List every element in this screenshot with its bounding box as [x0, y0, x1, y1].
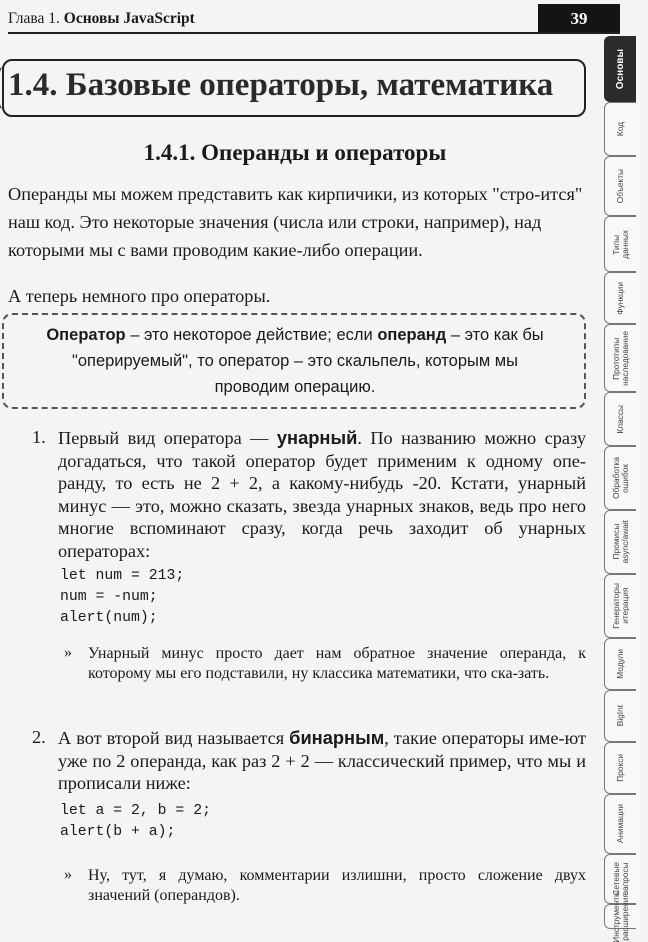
side-tab-generators[interactable]	[604, 574, 636, 638]
list-item-2-bold: бинарным	[289, 727, 385, 748]
side-tab-prototypes[interactable]	[604, 324, 636, 392]
side-tab-label: Прототипы наследование	[610, 330, 630, 386]
side-tab-label: Генераторы итерация	[610, 583, 630, 629]
side-tab-label: Классы	[615, 404, 625, 434]
list-item-1-bold: унарный	[276, 427, 358, 448]
side-tab-label: Функции	[615, 281, 625, 315]
note-2: Ну, тут, я думаю, комментарии излишни, просто сложение двух значений (операндов).	[88, 867, 586, 904]
side-tab-kod[interactable]	[604, 102, 636, 156]
side-tab-label: Инструменты расширения	[610, 890, 630, 942]
list-item-2-text-before: А вот второй вид называется	[58, 728, 290, 748]
definition-part2: – это как бы "оперируемый", то оператор – это скальпель, которым мы проводим операцию.	[71, 326, 544, 396]
side-tab-promises[interactable]	[604, 510, 636, 574]
operators-paragraph: А теперь немного про операторы.	[8, 286, 271, 306]
side-tab-label: Обработка ошибок	[610, 457, 630, 499]
side-tab-functions[interactable]	[604, 272, 636, 324]
term-operand: операнд	[377, 326, 447, 344]
list-number-1: 1.	[32, 427, 46, 447]
side-tab-label: Код	[615, 121, 625, 137]
list-item-1-text-before: Первый вид оператора —	[58, 428, 277, 448]
code-block-2: let a = 2, b = 2; alert(b + a);	[60, 803, 211, 840]
side-tab-label: Объекты	[615, 168, 625, 204]
code-block-1: let num = 213; num = -num; alert(num);	[60, 568, 185, 626]
side-tab-animations[interactable]	[604, 794, 636, 854]
list-item-2	[58, 727, 586, 795]
side-tab-osnovy[interactable]	[604, 36, 636, 102]
list-item-1	[58, 427, 586, 562]
chapter-prefix: Глава 1.	[8, 10, 60, 27]
header-rule	[8, 32, 620, 34]
side-tab-errors[interactable]	[604, 446, 636, 510]
side-tab-classes[interactable]	[604, 392, 636, 446]
list-item-2-text-after: , такие операторы име-ют уже по 2 операнда, как раз 2 + 2 — классический пример, что мы и прописали ниже:	[58, 728, 586, 793]
side-tab-label: Сетевые запросы	[610, 862, 630, 896]
side-tab-label: Анимации	[615, 804, 625, 844]
side-tab-label: Модули	[615, 649, 625, 679]
side-tab-label: Типы данных	[610, 229, 630, 259]
chapter-title: Основы JavaScript	[63, 10, 195, 27]
side-tab-proxy[interactable]	[604, 742, 636, 794]
side-tab-bigint[interactable]	[604, 690, 636, 742]
chapter-header	[8, 10, 195, 28]
side-tab-data-types[interactable]	[604, 216, 636, 272]
side-tab-strip	[604, 36, 640, 942]
list-item-1-text-after: . По названию можно сразу догадаться, что такой оператор будет применим к одному опе-ранду, то есть не 2 + 2, а какому-нибудь -20. Кстати, унарный минус — это, можно сказать, звезда унарных знаков, ведь про него многие вспоминают сразу, когда речь заходит об унарных операторах:	[58, 428, 586, 561]
side-tab-label: Промисы async/await	[610, 520, 630, 564]
side-tab-label: Основы	[615, 48, 626, 90]
page-number: 39	[538, 4, 620, 33]
definition-part1: – это некоторое действие; если	[125, 326, 378, 344]
side-tab-tools[interactable]	[604, 890, 636, 942]
side-tab-modules[interactable]	[604, 638, 636, 690]
note-mark-2: »	[64, 866, 72, 883]
section-title: 1.4. Базовые операторы, математика	[8, 67, 554, 103]
note-1: Унарный минус просто дает нам обратное значение операнда, к которому мы его подставили, ну классика математики, что ска-зать.	[88, 645, 586, 682]
side-tab-label: Прокси	[615, 754, 625, 782]
side-tab-objects[interactable]	[604, 156, 636, 216]
intro-paragraph: Операнды мы можем представить как кирпичики, из которых "стро-ится" наш код. Это некоторые значения (числа или строки, например), над которыми мы с вами проводим какие-либо операции.	[8, 184, 583, 260]
list-number-2: 2.	[32, 727, 46, 747]
subsection-title: 1.4.1. Операнды и операторы	[143, 140, 447, 165]
term-operator: Оператор	[46, 326, 126, 344]
definition-text	[40, 322, 550, 400]
note-mark-1: »	[64, 644, 72, 661]
side-tab-label: BigInt	[615, 705, 625, 727]
